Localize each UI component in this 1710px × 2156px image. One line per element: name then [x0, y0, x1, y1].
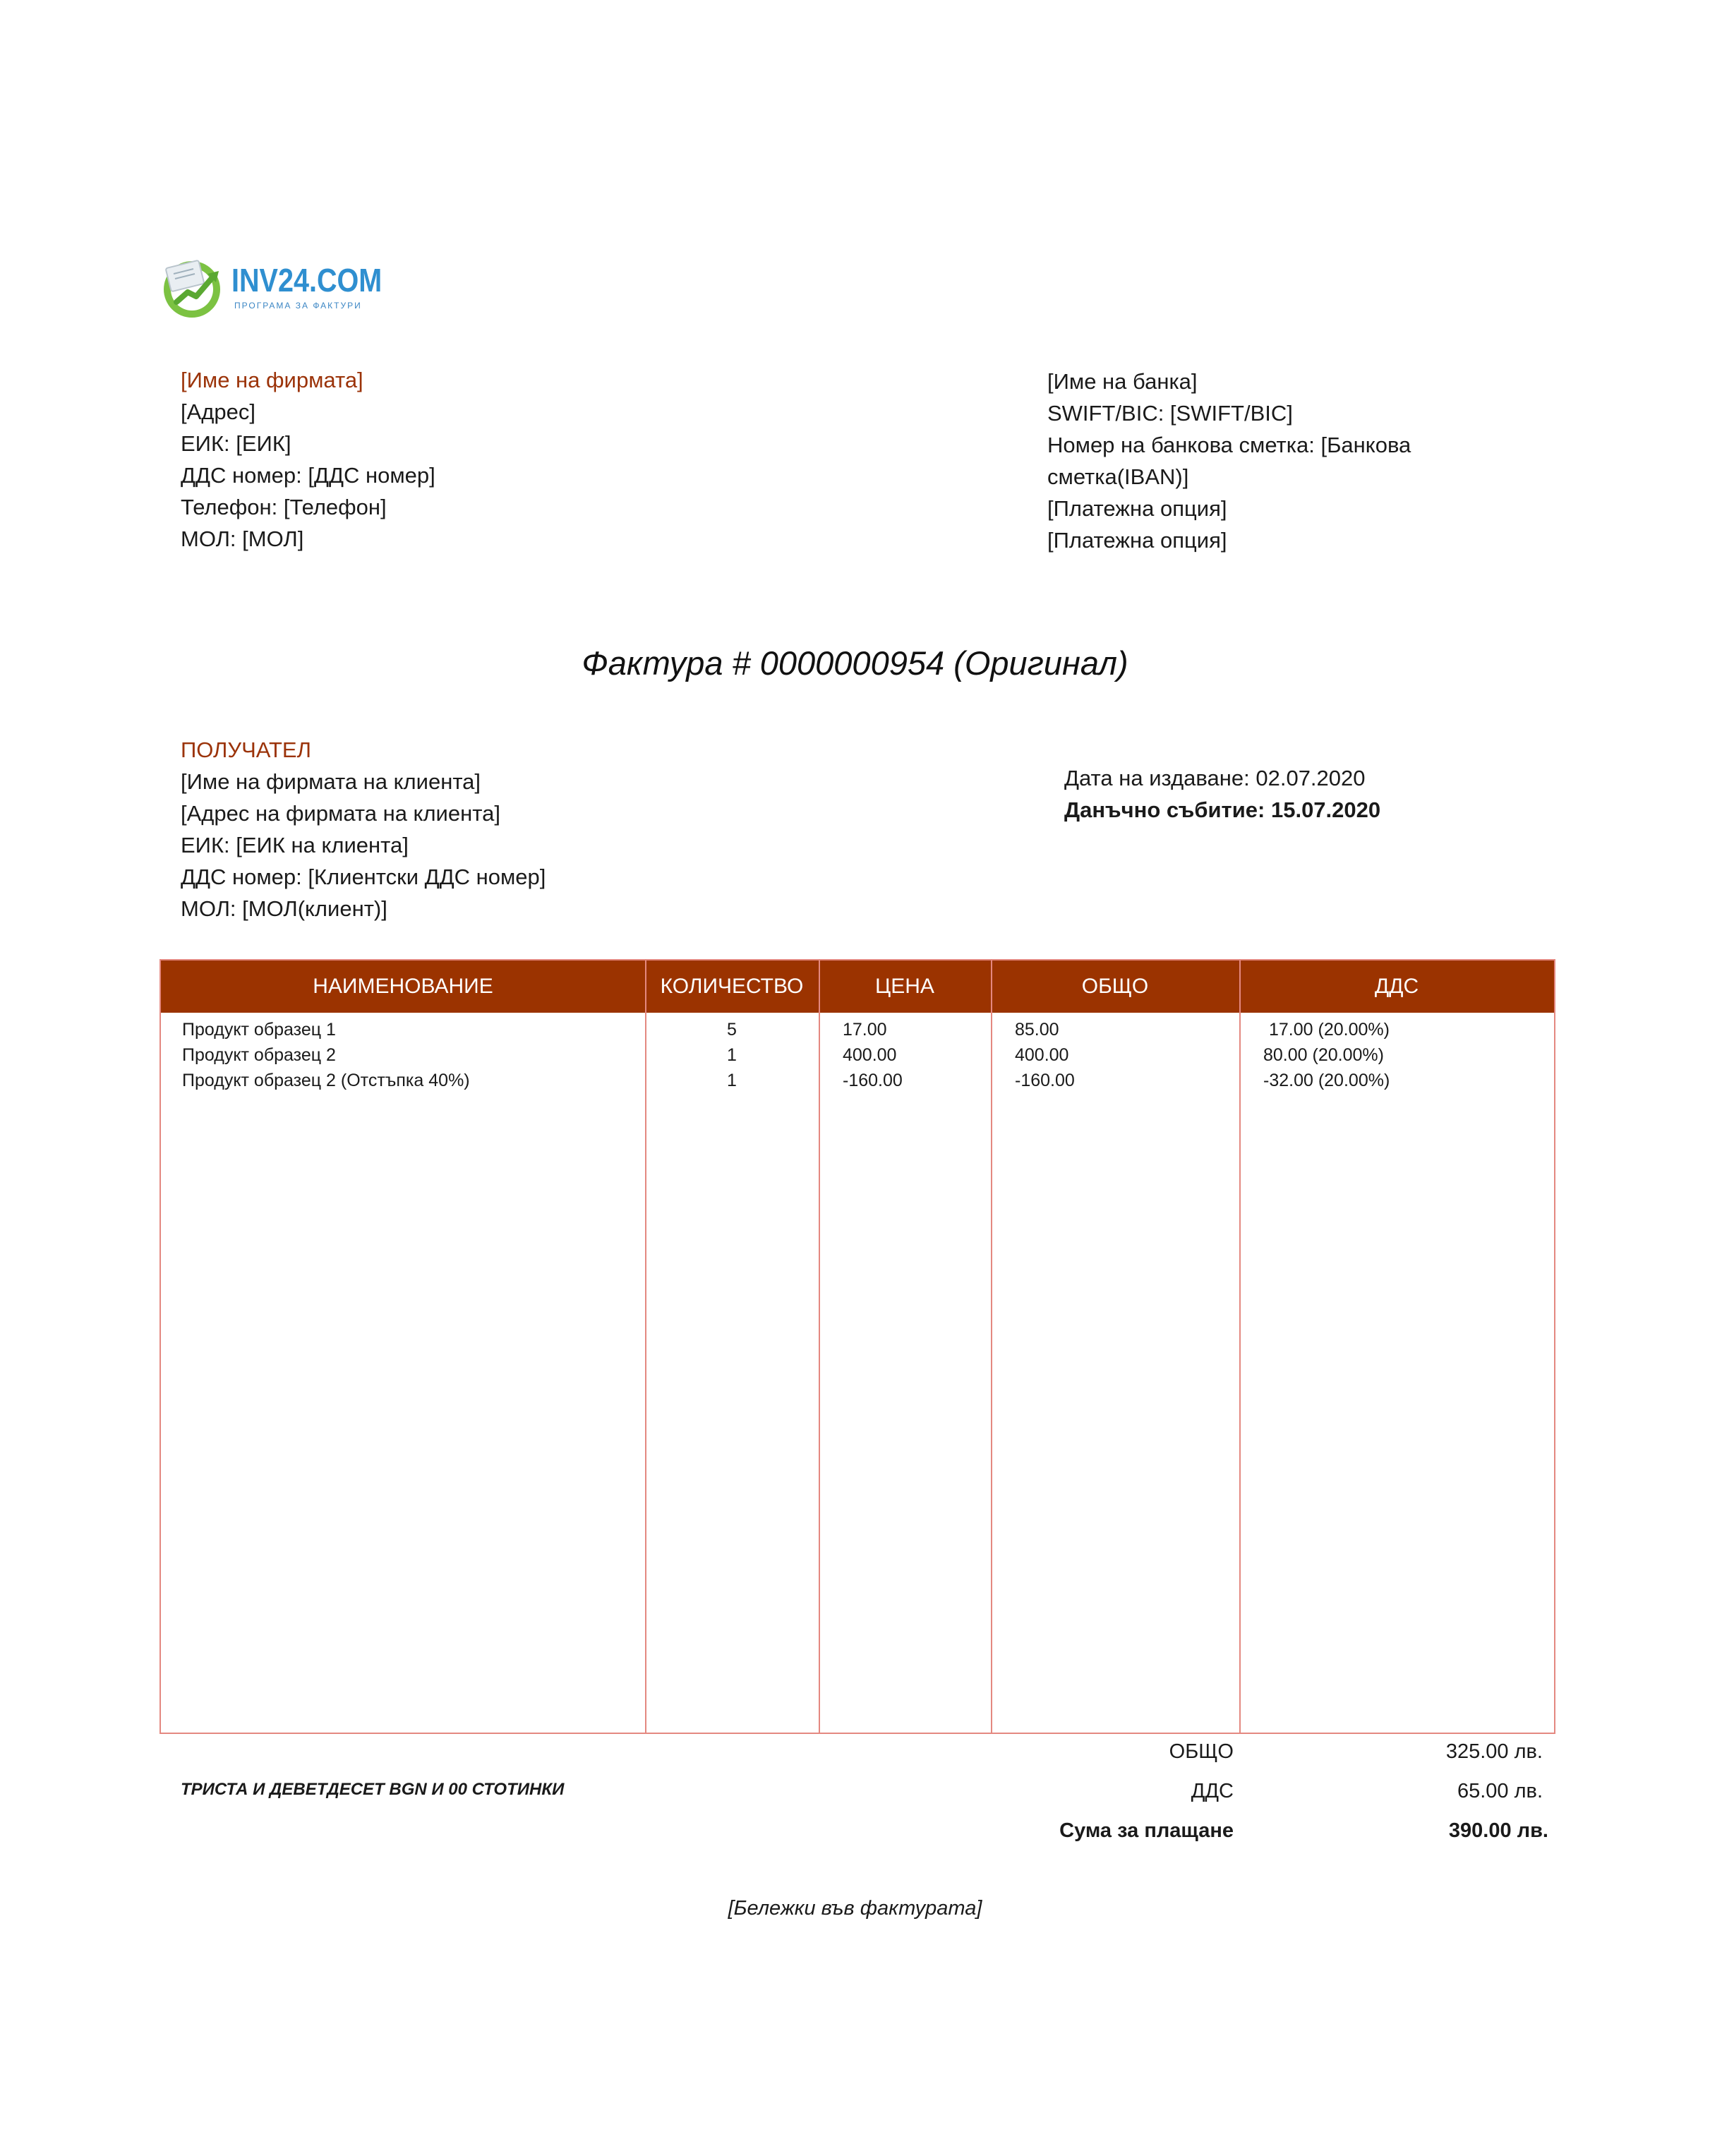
invoice-title: Фактура # 0000000954 (Оригинал) — [582, 644, 1128, 682]
cell-total: 400.00 — [1015, 1045, 1069, 1065]
cell-total: 85.00 — [1015, 1020, 1059, 1040]
subtotal-label: ОБЩО — [1169, 1740, 1234, 1763]
bank-swift: SWIFT/BIC: [SWIFT/BIC] — [1047, 401, 1293, 426]
bank-name: [Име на банка] — [1047, 369, 1198, 394]
subtotal-value: 325.00 лв. — [1445, 1740, 1543, 1763]
recipient-eik: ЕИК: [ЕИК на клиента] — [181, 833, 409, 857]
items-table — [159, 959, 1555, 1734]
invoice-notes: [Бележки във фактурата] — [728, 1897, 982, 1920]
recipient-info — [181, 734, 546, 925]
table-row — [161, 1017, 1554, 1042]
table-row — [161, 1042, 1554, 1068]
issue-date: Дата на издаване: 02.07.2020 — [1064, 766, 1366, 790]
invoice-dates — [1064, 762, 1380, 826]
cell-vat: 17.00 (20.00%) — [1269, 1020, 1390, 1040]
cell-name: Продукт образец 2 — [182, 1045, 336, 1065]
vat-total-label: ДДС — [1191, 1780, 1234, 1802]
table-body — [161, 1017, 1554, 1093]
header-name: НАИМЕНОВАНИЕ — [313, 975, 493, 998]
seller-phone: Телефон: [Телефон] — [181, 495, 387, 519]
logo-tagline: ПРОГРАМА ЗА ФАКТУРИ — [234, 301, 362, 311]
tax-event-date: Данъчно събитие: 15.07.2020 — [1064, 797, 1381, 822]
cell-price: 400.00 — [843, 1045, 897, 1065]
amount-in-words: ТРИСТА И ДЕВЕТДЕСЕТ BGN И 00 СТОТИНКИ — [181, 1780, 565, 1799]
seller-company-name: [Име на фирмата] — [181, 368, 363, 392]
table-header — [161, 960, 1554, 1013]
payment-option-2: [Платежна опция] — [1047, 528, 1227, 553]
cell-price: -160.00 — [843, 1071, 903, 1090]
cell-name: Продукт образец 2 (Отстъпка 40%) — [182, 1071, 470, 1090]
recipient-heading: ПОЛУЧАТЕЛ — [181, 737, 311, 762]
recipient-mol: МОЛ: [МОЛ(клиент)] — [181, 896, 387, 921]
cell-vat: 80.00 (20.00%) — [1263, 1045, 1384, 1065]
payment-option-1: [Платежна опция] — [1047, 496, 1227, 521]
bank-account: Номер на банкова сметка: [Банкова сметка(IBAN)] — [1047, 433, 1411, 489]
seller-mol: МОЛ: [МОЛ] — [181, 526, 304, 551]
logo-name: INV24.COM — [231, 262, 383, 299]
cell-quantity: 5 — [727, 1020, 737, 1040]
cell-name: Продукт образец 1 — [182, 1020, 336, 1040]
cell-quantity: 1 — [727, 1071, 737, 1090]
logo-emblem-icon — [161, 253, 231, 323]
vat-total-value: 65.00 лв. — [1457, 1780, 1543, 1802]
header-price: ЦЕНА — [875, 975, 934, 998]
recipient-company-name: [Име на фирмата на клиента] — [181, 769, 481, 794]
cell-quantity: 1 — [727, 1045, 737, 1065]
cell-price: 17.00 — [843, 1020, 887, 1040]
seller-info — [181, 364, 435, 555]
seller-vat: ДДС номер: [ДДС номер] — [181, 463, 435, 488]
seller-eik: ЕИК: [ЕИК] — [181, 431, 291, 456]
cell-total: -160.00 — [1015, 1071, 1075, 1090]
cell-vat: -32.00 (20.00%) — [1263, 1071, 1390, 1090]
header-total: ОБЩО — [1081, 975, 1149, 998]
amount-due-value: 390.00 лв. — [1448, 1819, 1548, 1842]
recipient-address: [Адрес на фирмата на клиента] — [181, 801, 500, 826]
company-logo — [161, 253, 394, 323]
header-vat: ДДС — [1374, 975, 1419, 998]
recipient-vat: ДДС номер: [Клиентски ДДС номер] — [181, 865, 546, 889]
header-quantity: КОЛИЧЕСТВО — [660, 975, 804, 998]
seller-address: [Адрес] — [181, 399, 255, 424]
table-row — [161, 1068, 1554, 1093]
amount-due-label: Сума за плащане — [1059, 1819, 1234, 1842]
bank-info — [1047, 366, 1485, 556]
